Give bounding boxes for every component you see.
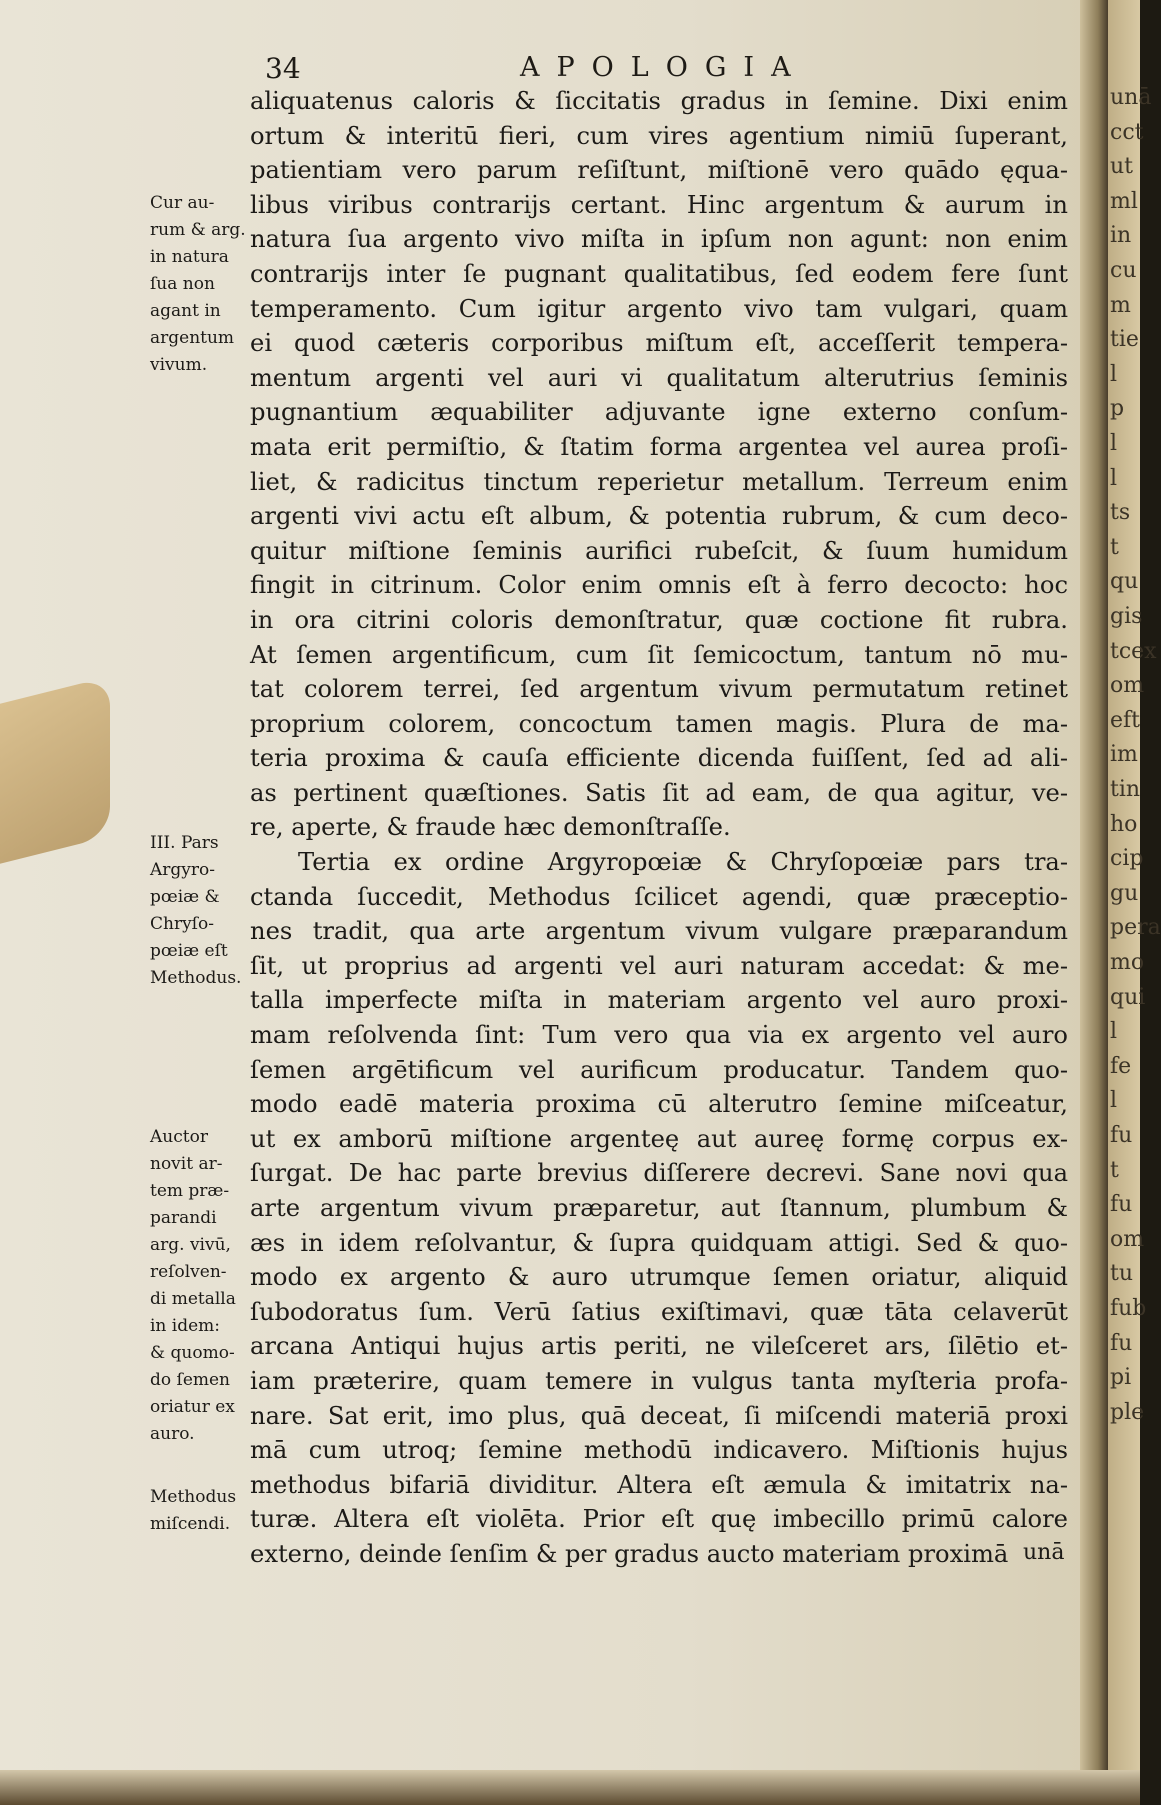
margin-note-line: parandi: [150, 1208, 217, 1228]
next-page-fragment: tcex: [1110, 638, 1157, 664]
next-page-fragment: fu: [1110, 1123, 1133, 1148]
text-line: ſurgat. De hac parte brevius diſſerere decrevi. Sane novi qua: [250, 1159, 1068, 1188]
text-line: argenti vivi actu eſt album, & potentia rubrum, & cum deco-: [250, 502, 1068, 531]
margin-note: [150, 1484, 270, 1538]
text-line: arcana Antiqui hujus artis periti, ne vileſceret ars, ſilētio et-: [250, 1332, 1068, 1361]
next-page-fragment: cip: [1110, 846, 1144, 872]
text-line: turæ. Altera eſt violēta. Prior eſt quę imbecillo primū calore: [250, 1505, 1068, 1534]
next-page-fragment: fe: [1110, 1053, 1132, 1079]
text-line: modo ex argento & auro utrumque ſemen oriatur, aliquid: [250, 1263, 1068, 1292]
book-gutter: [1080, 0, 1110, 1805]
margin-note-line: agant in: [150, 301, 221, 321]
margin-note-line: arg. vivū,: [150, 1235, 231, 1255]
text-line: liet, & radicitus tinctum reperietur metallum. Terreum enim: [250, 467, 1068, 496]
next-page-fragment: l: [1110, 361, 1118, 387]
text-line: methodus bifariā dividitur. Altera eſt æmula & imitatrix na-: [250, 1470, 1068, 1499]
margin-note-line: Chryſo-: [150, 914, 214, 934]
next-page-fragment: cu: [1110, 258, 1137, 283]
next-page-fragment: in: [1110, 223, 1132, 249]
text-line: patientiam vero parum reſiſtunt, miſtionē vero quādo ęqua-: [250, 156, 1068, 185]
next-page-fragment: mo: [1110, 950, 1145, 975]
next-page-fragment: t: [1110, 534, 1119, 560]
text-line: re, aperte, & fraude hæc demonſtraſſe.: [250, 813, 731, 842]
text-line: æs in idem reſolvantur, & ſupra quidquam attigi. Sed & quo-: [250, 1228, 1068, 1257]
text-line: quitur miſtione ſeminis aurifici rubeſcit, & ſuum humidum: [250, 536, 1068, 565]
next-page-fragment: om: [1110, 1226, 1145, 1252]
next-page-fragment: ts: [1110, 500, 1131, 526]
next-page-fragment: ml: [1110, 188, 1138, 214]
margin-note-line: vivum.: [150, 355, 208, 375]
margin-note-line: Auctor: [150, 1127, 208, 1147]
margin-note-line: Argyro-: [150, 860, 215, 880]
margin-note-line: di metalla: [150, 1289, 236, 1309]
margin-note-line: oriatur ex: [150, 1397, 235, 1417]
next-page-fragment: qui: [1110, 984, 1146, 1010]
text-line: pugnantium æquabiliter adjuvante igne externo conſum-: [250, 398, 1068, 427]
margin-note-line: in natura: [150, 247, 229, 267]
next-page-fragment: pi: [1110, 1365, 1132, 1391]
next-page-fragment: l: [1110, 1088, 1118, 1114]
text-line: arte argentum vivum præparetur, aut ſtannum, plumbum &: [250, 1194, 1068, 1222]
text-line: ſit, ut proprius ad argenti vel auri naturam accedat: & me-: [250, 951, 1068, 980]
margin-note-line: ſua non: [150, 274, 215, 294]
text-line: At ſemen argentificum, cum ſit ſemicoctum, tantum nō mu-: [250, 640, 1068, 669]
next-page-fragment: ut: [1110, 154, 1134, 180]
text-line: contrarijs inter ſe pugnant qualitatibus, ſed eodem fere ſunt: [250, 259, 1068, 288]
margin-note: [150, 830, 270, 992]
margin-note-line: rum & arg.: [150, 220, 246, 240]
page-header: [265, 48, 1065, 88]
text-line: ctanda ſuccedit, Methodus ſcilicet agendi, quæ præceptio-: [250, 882, 1068, 911]
next-page-fragment: eft: [1110, 707, 1141, 733]
next-page-fragment: t: [1110, 1157, 1119, 1183]
margin-note-line: & quomo-: [150, 1343, 235, 1363]
text-line: nes tradit, qua arte argentum vivum vulgare præparandum: [250, 917, 1068, 946]
margin-note-line: miſcendi.: [150, 1514, 231, 1534]
margin-note-line: Methodus.: [150, 968, 242, 988]
next-page-fragment: cct: [1110, 119, 1144, 145]
next-page-fragment: l: [1110, 465, 1118, 491]
next-page-fragment: gis: [1110, 604, 1143, 629]
text-line: talla imperfecte miſta in materiam argento vel auro proxi-: [250, 986, 1068, 1015]
next-page-fragment: m: [1110, 292, 1131, 318]
next-page-fragment: gu: [1110, 880, 1139, 906]
text-line: ſemen argētificum vel aurificum producatur. Tandem quo-: [250, 1055, 1068, 1084]
text-line: mā cum utroq; ſemine methodū indicavero. Miſtionis hujus: [250, 1436, 1068, 1465]
text-line: temperamento. Cum igitur argento vivo tam vulgari, quam: [250, 294, 1068, 323]
text-line: proprium colorem, concoctum tamen magis. Plura de ma-: [250, 709, 1068, 738]
text-line: ſubodoratus ſum. Verū ſatius exiſtimavi, quæ tāta celaverūt: [250, 1297, 1068, 1326]
margin-note-line: argentum: [150, 328, 235, 348]
body-text: [250, 84, 1068, 1572]
text-line: iam præterire, quam temere in vulgus tanta myſteria profa-: [250, 1366, 1068, 1395]
next-page-fragment: pera: [1110, 915, 1161, 941]
margin-note: [150, 190, 270, 379]
margin-note-line: Methodus: [150, 1487, 237, 1507]
margin-note-line: pœiæ &: [150, 887, 220, 907]
text-line: Tertia ex ordine Argyropœiæ & Chryſopœiæ pars tra-: [298, 848, 1068, 877]
margin-note-line: novit ar-: [150, 1154, 223, 1174]
text-line: natura ſua argento vivo miſta in ipſum non agunt: non enim: [250, 225, 1068, 254]
next-page-edge: [1108, 0, 1161, 1805]
margin-note-line: pœiæ eſt: [150, 941, 228, 961]
page-number: 34: [265, 52, 301, 85]
margin-note-line: do ſemen: [150, 1370, 231, 1390]
text-line: ei quod cæteris corporibus miſtum eſt, acceſſerit tempera-: [250, 329, 1068, 358]
text-line: teria proxima & cauſa efficiente dicenda fuiſſent, ſed ad ali-: [250, 744, 1068, 773]
catchword: unā: [1023, 1540, 1065, 1565]
text-line: aliquatenus caloris & ſiccitatis gradus in ſemine. Dixi enim: [250, 87, 1068, 115]
margin-note-line: III. Pars: [150, 833, 219, 853]
text-line: tat colorem terrei, ſed argentum vivum permutatum retinet: [250, 675, 1068, 704]
page-clip: [0, 676, 110, 863]
next-page-fragment: ho: [1110, 811, 1138, 837]
next-page-fragment: om: [1110, 673, 1145, 699]
text-line: libus viribus contrarijs certant. Hinc argentum & aurum in: [250, 190, 1068, 219]
next-page-fragment: l: [1110, 1019, 1118, 1045]
text-line: mentum argenti vel auri vi qualitatum alterutrius ſeminis: [250, 363, 1068, 392]
margin-note-line: reſolven-: [150, 1262, 227, 1282]
margin-note-line: auro.: [150, 1424, 195, 1444]
margin-note-line: tem præ-: [150, 1181, 230, 1201]
margin-note-line: in idem:: [150, 1316, 221, 1336]
next-page-fragment: fu: [1110, 1192, 1133, 1218]
next-page-fragment: l: [1110, 431, 1118, 456]
next-page-fragment: im: [1110, 742, 1138, 768]
text-line: externo, deinde ſenſim & per gradus aucto materiam proximā: [250, 1539, 1009, 1568]
next-page-fragment: p: [1110, 396, 1125, 422]
next-page-fragment: tin: [1110, 777, 1141, 802]
text-line: in ora citrini coloris demonſtratur, quæ coctione fit rubra.: [250, 605, 1068, 634]
text-line: modo eadē materia proxima cū alterutro ſemine miſceatur,: [250, 1090, 1068, 1119]
text-line: as pertinent quæſtiones. Satis ſit ad eam, de qua agitur, ve-: [250, 778, 1068, 807]
margin-note: [150, 1124, 270, 1448]
margin-note-line: Cur au-: [150, 193, 215, 213]
text-line: fingit in citrinum. Color enim omnis eſt à ferro decocto: hoc: [250, 571, 1068, 600]
text-line: ut ex amborū miſtione argenteę aut aureę formę corpus ex-: [250, 1124, 1068, 1153]
next-page-fragment: ple: [1110, 1399, 1145, 1425]
next-page-fragment: fub: [1110, 1296, 1147, 1321]
text-line: mata erit permiſtio, & ſtatim forma argentea vel aurea proſi-: [250, 432, 1068, 461]
running-head: APOLOGIA: [520, 52, 808, 83]
text-line: ortum & interitū fieri, cum vires agentium nimiū ſuperant,: [250, 121, 1068, 150]
text-line: nare. Sat erit, imo plus, quā deceat, ſi miſcendi materiā proxi: [250, 1401, 1068, 1430]
next-page-fragment: tu: [1110, 1261, 1134, 1287]
next-page-fragment: tie: [1110, 327, 1139, 353]
text-line: mam reſolvenda ſint: Tum vero qua via ex argento vel auro: [250, 1021, 1068, 1050]
next-page-fragment: qu: [1110, 569, 1139, 595]
next-page-fragment: unā: [1110, 85, 1152, 110]
page-bottom-edge: [0, 1770, 1140, 1805]
next-page-fragment: fu: [1110, 1330, 1133, 1356]
